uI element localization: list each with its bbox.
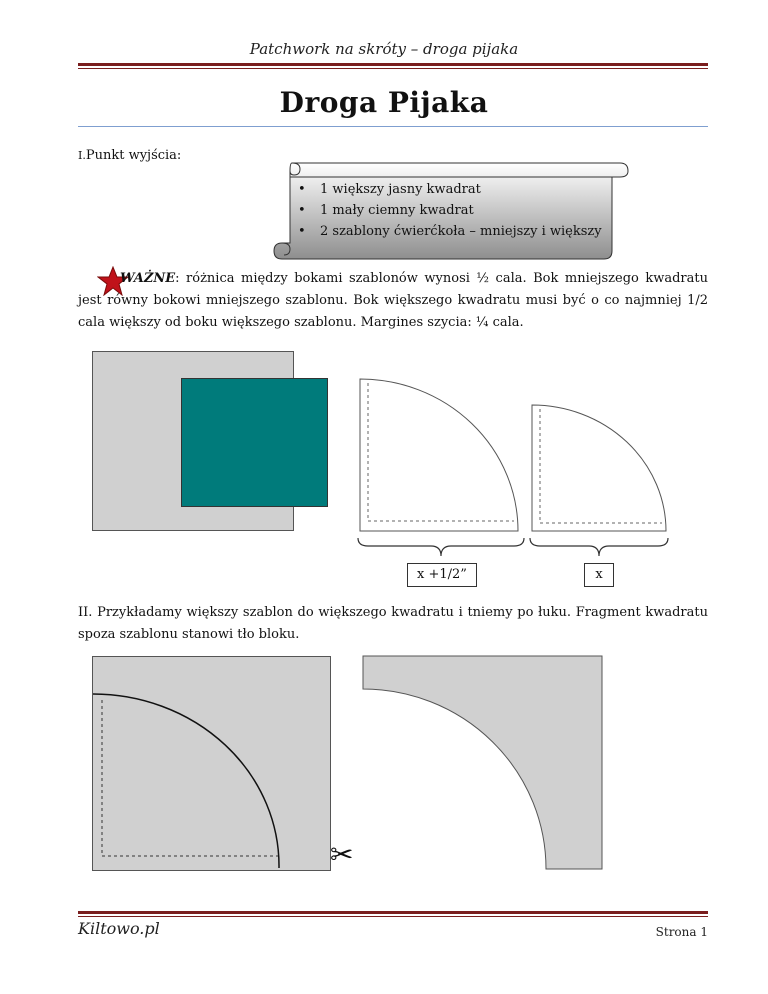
list-item: [298, 200, 602, 221]
label-small-template: x: [584, 563, 614, 587]
section2-text: II. Przykładamy większy szablon do większego kwadratu i tniemy po łuku. Fragment kwadratu spoza szablonu stanowi tło bloku.: [78, 605, 708, 642]
small-dark-square: [181, 378, 328, 507]
important-text: : różnica między bokami szablonów wynosi ½ cala. Bok mniejszego kwadratu jest równy bokowi mniejszego szablonu. Bok większego kwadratu musi być o co najmniej 1/2 cala większy od boku większego szablonu. Margines szycia: ¼ cala.: [78, 271, 708, 330]
header-rule-thin: [78, 68, 708, 69]
background-cutout-piece: [362, 655, 604, 871]
list-item: [298, 221, 602, 242]
bullet-icon: •: [298, 203, 306, 218]
section1-heading: [78, 148, 181, 163]
header-rule-thick: [78, 63, 708, 66]
important-label: WAŻNE: [120, 271, 176, 286]
bullet-icon: •: [298, 224, 306, 239]
bullet-icon: •: [298, 182, 306, 197]
important-note: [78, 268, 708, 334]
running-header: Patchwork na skróty – droga pijaka: [249, 40, 519, 58]
document-title: Droga Pijaka: [279, 86, 489, 119]
template-outline-on-square: [92, 690, 288, 870]
title-underline: [78, 126, 708, 127]
scissors-icon: ✂: [330, 838, 354, 871]
label-large-template: x +1/2”: [407, 563, 477, 587]
footer-rule-thick: [78, 911, 708, 914]
section1-heading-text: Punkt wyjścia:: [85, 148, 182, 163]
large-template: [356, 375, 526, 535]
page-number: Strona 1: [655, 925, 708, 939]
list-item-text: 1 mały ciemny kwadrat: [320, 203, 474, 218]
small-template: [528, 401, 670, 533]
brace-large: [356, 536, 526, 560]
list-item: [298, 179, 602, 200]
list-item-text: 2 szablony ćwierćkoła – mniejszy i większy: [320, 224, 602, 239]
footer-rule-thin: [78, 916, 708, 917]
footer-site: Kiltowo.pl: [78, 919, 160, 938]
section1-number: I.: [78, 149, 86, 162]
brace-small: [528, 536, 670, 560]
list-item-text: 1 większy jasny kwadrat: [320, 182, 481, 197]
starting-items-list: [298, 179, 602, 242]
